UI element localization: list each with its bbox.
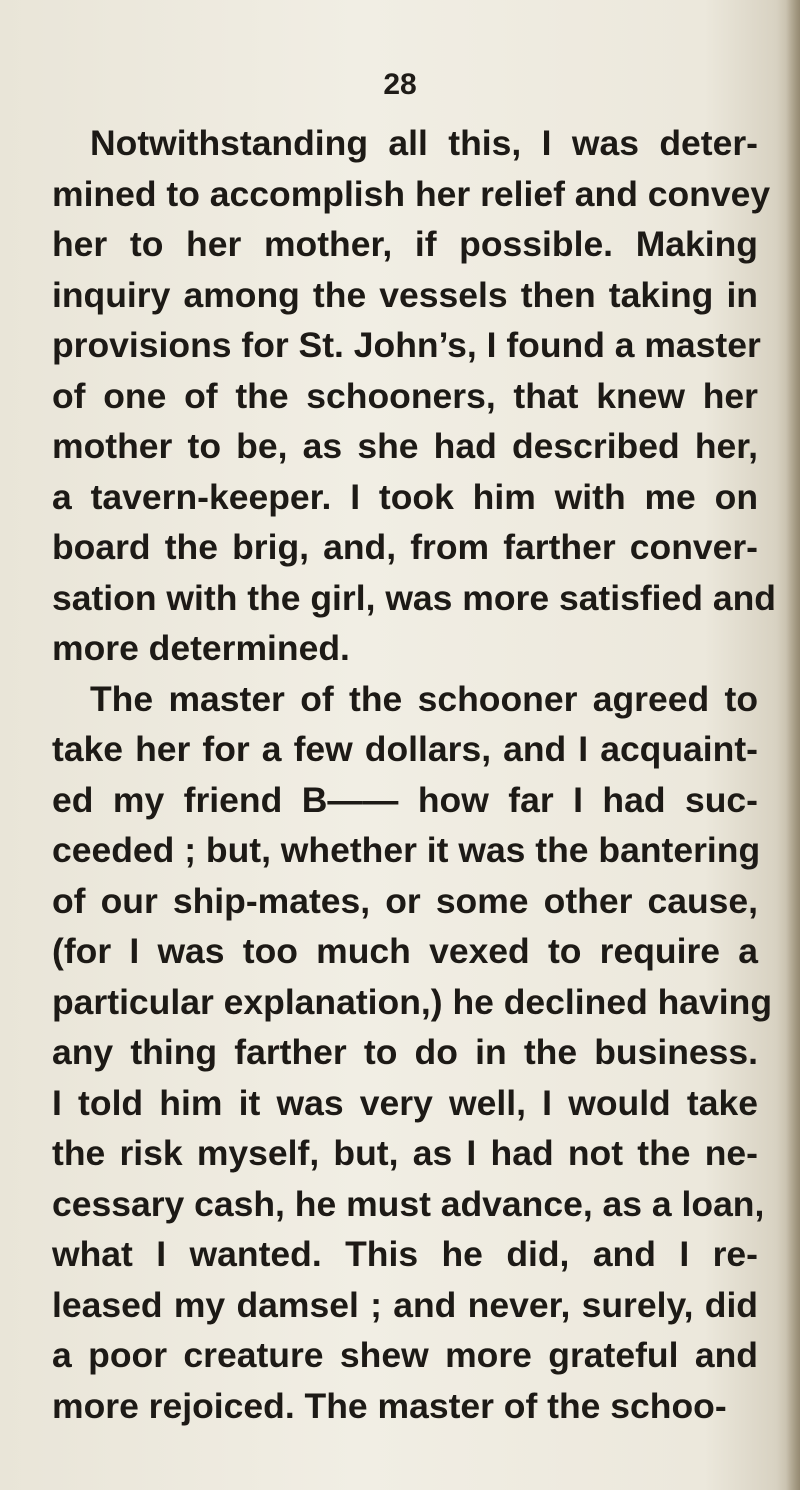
text-line: cessary cash, he must advance, as a loan,	[52, 1183, 765, 1224]
text-line: of our ship-mates, or some other cause,	[52, 880, 758, 921]
text-line: mother to be, as she had described her,	[52, 426, 758, 466]
text-line: a tavern-keeper. I took him with me on	[52, 476, 758, 517]
text-line: her to her mother, if possible. Making	[52, 224, 758, 264]
text-line: sation with the girl, was more satisfied and	[52, 577, 776, 618]
text-line: a poor creature shew more grateful and	[52, 1335, 758, 1375]
text-line: (for I was too much vexed to require a	[52, 931, 758, 971]
text-line: any thing farther to do in the business.	[52, 1032, 758, 1072]
text-line: take her for a few dollars, and I acquaint-	[52, 729, 758, 769]
page-number: 28	[383, 68, 417, 101]
text-line: what I wanted. This he did, and I re-	[52, 1234, 758, 1274]
text-line: particular explanation,) he declined having	[52, 981, 773, 1022]
text-line: inquiry among the vessels then taking in	[52, 274, 758, 315]
text-line: board the brig, and, from farther conver-	[52, 527, 758, 567]
text-line: Notwithstanding all this, I was deter-	[90, 123, 758, 163]
text-line: provisions for St. John’s, I found a master	[52, 325, 761, 365]
page-edge-shadow	[786, 0, 800, 1490]
text-line: the risk myself, but, as I had not the ne-	[52, 1133, 758, 1173]
text-line: leased my damsel ; and never, surely, did	[52, 1284, 758, 1325]
text-line: more rejoiced. The master of the schoo-	[52, 1385, 727, 1426]
text-line: mined to accomplish her relief and convey	[52, 173, 771, 214]
body-text	[52, 118, 776, 1431]
text-line: of one of the schooners, that knew her	[52, 375, 758, 416]
text-line: ed my friend B—— how far I had suc-	[52, 779, 758, 820]
text-line: ceeded ; but, whether it was the bantering	[52, 830, 761, 870]
text-line: The master of the schooner agreed to	[90, 678, 758, 719]
text-line: I told him it was very well, I would take	[52, 1082, 758, 1123]
text-line: more determined.	[52, 628, 350, 668]
